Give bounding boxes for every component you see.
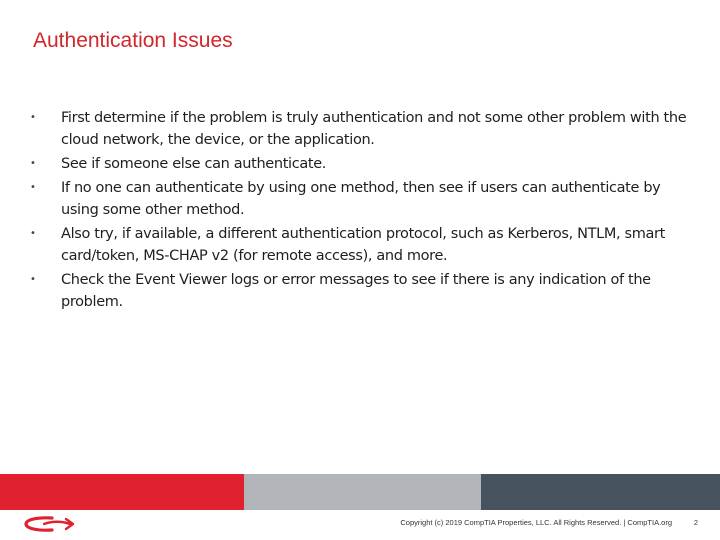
bullet-item [30, 269, 690, 313]
bullet-icon: • [30, 228, 36, 239]
bullet-text: If no one can authenticate by using one method, then see if users can authenticate by using some other method. [61, 180, 661, 218]
bullet-icon: • [30, 158, 36, 169]
bullet-item [30, 153, 690, 175]
bullet-text: First determine if the problem is truly authentication and not some other problem with the cloud network, the device, or the application. [61, 110, 687, 148]
footer-copyright: Copyright (c) 2019 CompTIA Properties, LLC. All Rights Reserved. | CompTIA.org [400, 518, 672, 527]
slide-title: Authentication Issues [33, 29, 233, 52]
page-number: 2 [693, 518, 698, 527]
footer-band-silver [244, 474, 481, 510]
comptia-logo-icon [22, 514, 78, 534]
footer-color-band [0, 474, 720, 510]
bullet-list [30, 107, 690, 315]
footer-band-red [0, 474, 244, 510]
bullet-text: See if someone else can authenticate. [61, 156, 327, 172]
bullet-item [30, 107, 690, 151]
bullet-text: Check the Event Viewer logs or error messages to see if there is any indication of the problem. [61, 272, 651, 310]
bullet-text: Also try, if available, a different authentication protocol, such as Kerberos, NTLM, smart card/token, MS-CHAP v2 (for remote access), and more. [61, 226, 665, 264]
footer-band-slate [481, 474, 720, 510]
bullet-icon: • [30, 274, 36, 285]
bullet-icon: • [30, 182, 36, 193]
bullet-item [30, 177, 690, 221]
bullet-item [30, 223, 690, 267]
bullet-icon: • [30, 112, 36, 123]
